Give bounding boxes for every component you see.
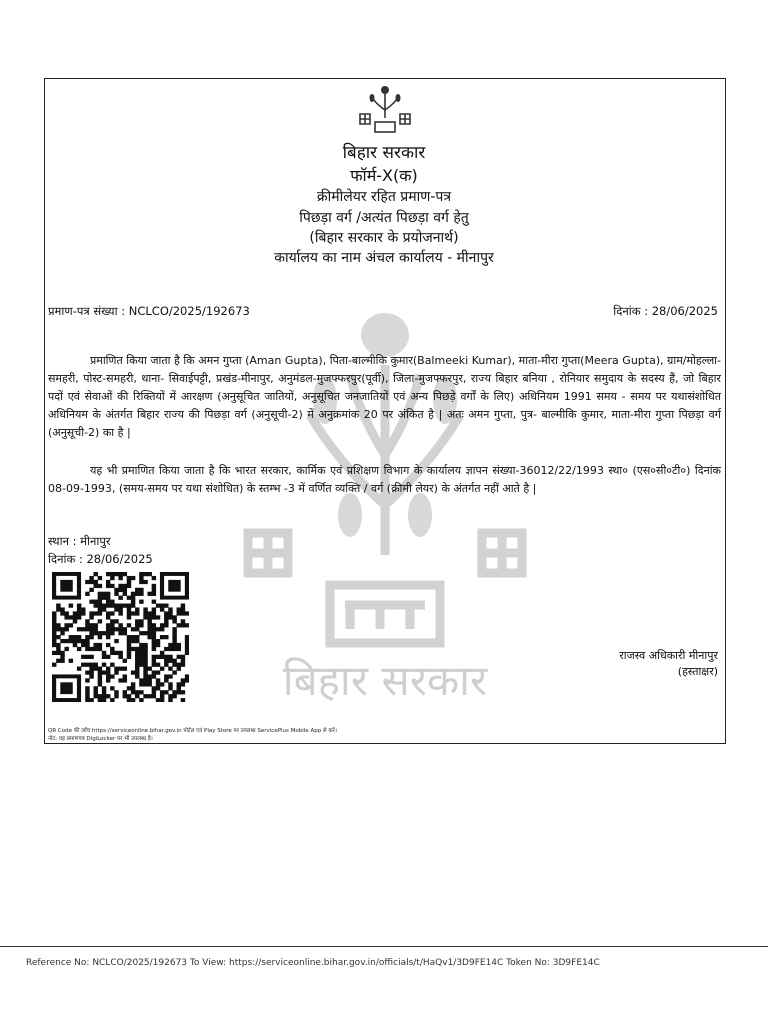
certificate-title: क्रीमीलेयर रहित प्रमाण-पत्र xyxy=(316,189,452,205)
certificate-number xyxy=(48,304,250,319)
issue-date-value: : 28/06/2025 xyxy=(78,552,153,566)
purpose-line: (बिहार सरकार के प्रयोजनार्थ) xyxy=(309,230,459,246)
certificate-number-label: प्रमाण-पत्र संख्या xyxy=(48,304,118,318)
issue-date-label: दिनांक xyxy=(48,552,76,566)
digilocker-note: नोट: यह प्रमाणपत्र DigiLocker पर भी उपलब्ध है। xyxy=(48,736,153,742)
footer-divider xyxy=(0,946,768,947)
officer-name: राजस्व अधिकारी मीनापुर xyxy=(619,649,718,662)
place-value: : मीनापुर xyxy=(72,534,111,548)
certificate-date xyxy=(613,304,718,319)
certificate-paragraph-1: प्रमाणित किया जाता है कि अमन गुप्ता (Aman Gupta), पिता-बाल्मीकि कुमार(Balmeeki Kumar), माता-मीरा गुप्ता(Meera Gupta), ग्राम/मोहल्ला-समहरी, पोस्ट-समहरी, थाना- सिवाईपट्टी, प्रखंड-मीनापुर, अनुमंडल-मुजफ्फरपुर(पूर्वी), जिला-मुजफ्फरपुर, राज्य बिहार बनिया , रोनियार समुदाय के सदस्य हैं, जो बिहार पदों एवं सेवाओं की रिक्तियों में आरक्षण (अनुसूचित जातियों, अनुसूचित जनजातियों एवं अन्य पिछड़े वर्गों के लिए) अधिनियम 1991 समय - समय पर यथासंशोधित अधिनियम के अंतर्गत बिहार राज्य की पिछड़ा वर्ग (अनुसूची-2) में अनुक्रमांक 20 पर अंकित है | अतः अमन गुप्ता, पुत्र- बाल्मीकि कुमार, माता-मीरा गुप्ता पिछड़ा वर्ग (अनुसूची-2) का है | xyxy=(48,354,721,439)
bihar-emblem-logo xyxy=(356,84,414,134)
form-number: फॉर्म-X(क) xyxy=(350,166,418,185)
watermark-text: बिहार सरकार xyxy=(282,656,488,705)
office-name: कार्यालय का नाम अंचल कार्यालय - मीनापुर xyxy=(274,250,494,266)
qr-code[interactable] xyxy=(52,572,189,702)
place xyxy=(48,534,111,549)
category-line: पिछड़ा वर्ग /अत्यंत पिछड़ा वर्ग हेतु xyxy=(299,210,469,226)
qr-verification-note: QR Code की जाँच https://serviceonline.bihar.gov.in पोर्टल एवं Play Store पर उपलब्ध ServicePlus Mobile App से करें। xyxy=(48,728,337,734)
certificate-date-label: दिनांक xyxy=(613,304,641,318)
govt-name: बिहार सरकार xyxy=(342,143,426,163)
place-label: स्थान xyxy=(48,534,69,548)
reference-footer[interactable]: Reference No: NCLCO/2025/192673 To View: https://serviceonline.bihar.gov.in/officials/t/HaQv1/3D9FE14C Token No: 3D9FE14C xyxy=(26,958,600,968)
certificate-paragraph-2: यह भी प्रमाणित किया जाता है कि भारत सरकार, कार्मिक एवं प्रशिक्षण विभाग के कार्यालय ज्ञापन संख्या-36012/22/1993 स्था० (एस०सी०टी०) दिनांक 08-09-1993, (समय-समय पर यथा संशोधित) के स्तम्भ -3 में वर्णित व्यक्ति / वर्ग (क्रीमी लेयर) के अंतर्गत नहीं आते है | xyxy=(48,464,721,495)
issue-date xyxy=(48,552,153,567)
certificate-number-value: : NCLCO/2025/192673 xyxy=(121,304,250,318)
certificate-date-value: : 28/06/2025 xyxy=(644,304,718,318)
signature-label: (हस्ताक्षर) xyxy=(677,665,718,678)
